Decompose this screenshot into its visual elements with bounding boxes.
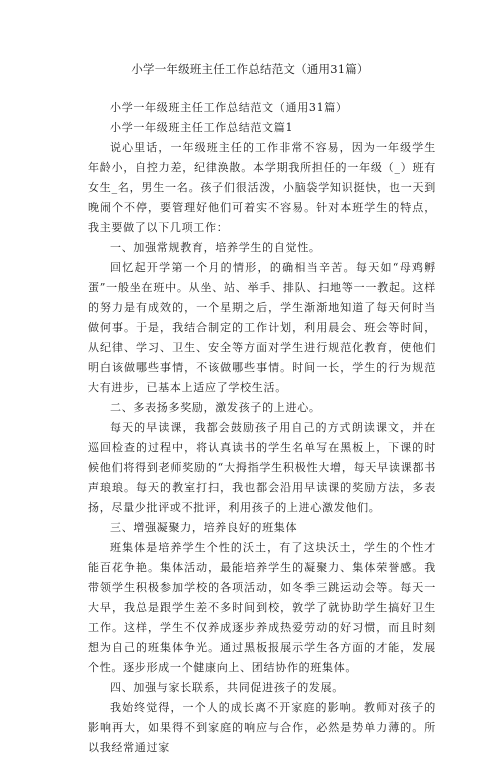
- paragraph-1: 回忆起开学第一个月的情形，的确相当辛苦。每天如“母鸡孵蛋”一般坐在班中。从坐、站、举手、排队、扫地等一一教起。这样的努力是有成效的，一个星期之后，学生渐渐地知道了每天何时当做何事。于是，我结合制定的工作计划，利用晨会、班会等时间，从纪律、学习、卫生、安全等方面对学生进行规范化教育，使他们明白该做哪些事情，不该做哪些事情。时间一长，学生的行为规范大有进步，已基本上适应了学校生活。: [88, 261, 436, 394]
- document-subtitle: 小学一年级班主任工作总结范文（通用31篇）: [110, 101, 348, 114]
- section-label: 小学一年级班主任工作总结范文篇1: [110, 121, 294, 134]
- section-heading-1: 一、加强常规教育，培养学生的自觉性。: [110, 241, 321, 254]
- intro-paragraph: 说心里话，一年级班主任的工作非常不容易，因为一年级学生年龄小，自控力差，纪律涣散。本学期我所担任的一年级（_）班有女生_名，男生一名。孩子们很活泼，小脑袋学知识挺快，也一天到晚闹个不停，要管理好他们可着实不容易。针对本班学生的特点，我主要做了以下几项工作：: [88, 141, 436, 234]
- paragraph-4: 我始终觉得，一个人的成长离不开家庭的影响。教师对孩子的影响再大，如果得不到家庭的响应与合作，必然是势单力薄的。所以我经常通过家: [88, 701, 436, 754]
- section-heading-4: 四、加强与家长联系，共同促进孩子的发展。: [110, 681, 344, 694]
- section-heading-3: 三、增强凝聚力，培养良好的班集体: [110, 521, 298, 534]
- paragraph-3: 班集体是培养学生个性的沃土，有了这块沃土，学生的个性才能百花争艳。集体活动，最能培养学生的凝聚力、集体荣誉感。我带领学生积极参加学校的各项活动，如冬季三跳运动会等。每天一大早，我总是跟学生差不多时间到校，敦学了就协助学生搞好卫生工作。这样，学生不仅养成逐步养成热爱劳动的好习惯，而且时刻想为自己的班集体争光。通过黑板报展示学生各方面的才能，发展个性。逐步形成一个健康向上、团结协作的班集体。: [88, 541, 436, 674]
- document-body: [88, 98, 436, 758]
- section-heading-2: 二、多表扬多奖励，激发孩子的上进心。: [110, 401, 321, 414]
- paragraph-2: 每天的早读课，我都会鼓励孩子用自己的方式朗读课文，并在巡回检查的过程中，将认真读书的学生名单写在黑板上，下课的时候他们将得到老师奖励的“大拇指学生积极性大增，每天早读课都书声琅琅。每天的教室打扫，我也都会沿用早读课的奖励方法，多表扬，尽量少批评或不批评，利用孩子的上进心激发他们。: [88, 421, 436, 514]
- document-title: 小学一年级班主任工作总结范文（通用31篇）: [131, 62, 369, 76]
